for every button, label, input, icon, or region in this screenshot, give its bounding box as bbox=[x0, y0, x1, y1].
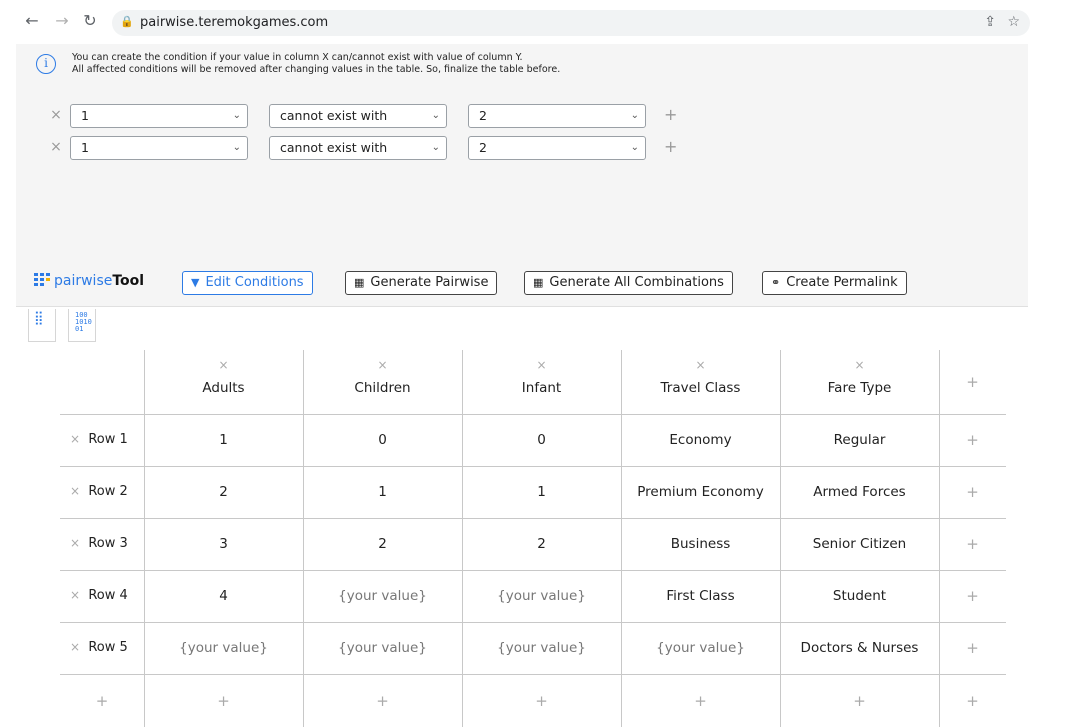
create-permalink-label: Create Permalink bbox=[786, 275, 898, 290]
generate-all-label: Generate All Combinations bbox=[549, 275, 724, 290]
generate-all-combinations-button[interactable] bbox=[524, 271, 733, 295]
remove-row-icon[interactable]: × bbox=[70, 536, 81, 550]
add-value-icon[interactable]: + bbox=[376, 692, 389, 710]
condition-left-value: 1 bbox=[81, 140, 89, 155]
condition-relation-value: cannot exist with bbox=[280, 108, 388, 123]
logo-part-2: Tool bbox=[112, 273, 145, 289]
chevron-down-icon: ⌄ bbox=[630, 142, 639, 153]
table-divider bbox=[60, 466, 1006, 467]
table-icon: ▦ bbox=[533, 276, 544, 289]
info-line-1: You can create the condition if your value in column X can/cannot exist with value of column Y. bbox=[72, 52, 523, 63]
remove-row-icon[interactable]: × bbox=[70, 432, 81, 446]
table-cell[interactable]: Senior Citizen bbox=[812, 536, 907, 552]
table-cell[interactable]: Business bbox=[670, 536, 731, 552]
remove-column-icon[interactable]: × bbox=[536, 358, 547, 372]
filter-icon: ▼ bbox=[191, 276, 200, 289]
condition-left-value: 1 bbox=[81, 108, 89, 123]
table-divider bbox=[60, 570, 1006, 571]
row-label bbox=[70, 640, 128, 655]
table-cell[interactable]: Student bbox=[832, 588, 887, 604]
remove-column-icon[interactable]: × bbox=[218, 358, 229, 372]
pairwise-tool-logo bbox=[34, 273, 144, 289]
toolbar-divider bbox=[16, 306, 1028, 307]
remove-row-icon[interactable]: × bbox=[70, 484, 81, 498]
add-condition-icon[interactable]: + bbox=[664, 105, 678, 124]
condition-relation-value: cannot exist with bbox=[280, 140, 388, 155]
back-arrow-icon[interactable]: ← bbox=[25, 11, 39, 30]
add-value-icon[interactable]: + bbox=[966, 692, 979, 710]
info-line-2: All affected conditions will be removed after changing values in the table. So, finalize the table before. bbox=[72, 64, 561, 75]
table-cell[interactable]: 1 bbox=[378, 484, 387, 500]
grid-logo-icon bbox=[34, 273, 50, 287]
add-value-icon[interactable]: + bbox=[966, 483, 979, 501]
column-header[interactable]: Infant bbox=[521, 380, 562, 396]
table-cell[interactable]: 2 bbox=[537, 536, 546, 552]
condition-relation-select[interactable] bbox=[269, 104, 447, 128]
add-value-icon[interactable]: + bbox=[217, 692, 230, 710]
table-cell-placeholder[interactable]: {your value} bbox=[497, 640, 586, 656]
bookmark-star-icon[interactable]: ☆ bbox=[1007, 14, 1020, 30]
table-cell[interactable]: 0 bbox=[537, 432, 546, 448]
table-cell[interactable]: Regular bbox=[833, 432, 886, 448]
reload-icon[interactable]: ↻ bbox=[83, 11, 97, 30]
table-cell-placeholder[interactable]: {your value} bbox=[656, 640, 745, 656]
share-icon[interactable]: ⇪ bbox=[984, 14, 996, 30]
add-value-icon[interactable]: + bbox=[966, 587, 979, 605]
remove-condition-icon[interactable]: × bbox=[50, 139, 62, 155]
link-icon: ⚭ bbox=[771, 276, 781, 289]
table-cell[interactable]: Armed Forces bbox=[813, 484, 906, 500]
table-cell[interactable]: 4 bbox=[219, 588, 228, 604]
table-cell[interactable]: Doctors & Nurses bbox=[800, 640, 919, 656]
row-label bbox=[70, 484, 128, 499]
add-value-icon[interactable]: + bbox=[853, 692, 866, 710]
condition-right-value: 2 bbox=[479, 108, 487, 123]
column-header[interactable]: Adults bbox=[202, 380, 245, 396]
table-cell-placeholder[interactable]: {your value} bbox=[497, 588, 586, 604]
lock-icon: 🔒 bbox=[120, 15, 134, 28]
table-cell-placeholder[interactable]: {your value} bbox=[179, 640, 268, 656]
chevron-down-icon: ⌄ bbox=[232, 110, 241, 121]
add-column-icon[interactable]: + bbox=[966, 373, 979, 391]
condition-right-select[interactable] bbox=[468, 104, 646, 128]
remove-column-icon[interactable]: × bbox=[854, 358, 865, 372]
add-condition-icon[interactable]: + bbox=[664, 137, 678, 156]
condition-right-select[interactable] bbox=[468, 136, 646, 160]
table-cell[interactable]: 1 bbox=[219, 432, 228, 448]
remove-column-icon[interactable]: × bbox=[695, 358, 706, 372]
chevron-down-icon: ⌄ bbox=[232, 142, 241, 153]
generate-pairwise-label: Generate Pairwise bbox=[370, 275, 489, 290]
column-header[interactable]: Children bbox=[354, 380, 411, 396]
row-label-text: Row 1 bbox=[88, 432, 128, 447]
remove-row-icon[interactable]: × bbox=[70, 640, 81, 654]
table-cell[interactable]: 2 bbox=[378, 536, 387, 552]
row-label bbox=[70, 432, 128, 447]
column-header[interactable]: Travel Class bbox=[660, 380, 741, 396]
condition-right-value: 2 bbox=[479, 140, 487, 155]
table-icon: ▦ bbox=[354, 276, 365, 289]
condition-row bbox=[48, 104, 728, 128]
grid-view-tab[interactable] bbox=[28, 309, 56, 342]
condition-relation-select[interactable] bbox=[269, 136, 447, 160]
table-cell[interactable]: 1 bbox=[537, 484, 546, 500]
info-message bbox=[72, 52, 560, 76]
row-label bbox=[70, 536, 128, 551]
table-divider bbox=[60, 518, 1006, 519]
generate-pairwise-button[interactable] bbox=[345, 271, 497, 295]
condition-left-select[interactable] bbox=[70, 136, 248, 160]
logo-part-1: pairwise bbox=[54, 273, 113, 289]
address-bar[interactable] bbox=[112, 10, 1030, 36]
row-label-text: Row 2 bbox=[88, 484, 128, 499]
table-divider bbox=[60, 414, 1006, 415]
table-cell-placeholder[interactable]: {your value} bbox=[338, 588, 427, 604]
add-row-icon[interactable]: + bbox=[95, 692, 109, 710]
forward-arrow-icon[interactable]: → bbox=[55, 11, 69, 30]
browser-toolbar bbox=[0, 0, 1080, 44]
chevron-down-icon: ⌄ bbox=[431, 110, 440, 121]
table-cell[interactable]: Premium Economy bbox=[637, 484, 764, 500]
add-value-icon[interactable]: + bbox=[966, 639, 979, 657]
chevron-down-icon: ⌄ bbox=[431, 142, 440, 153]
remove-row-icon[interactable]: × bbox=[70, 588, 81, 602]
add-value-icon[interactable]: + bbox=[966, 535, 979, 553]
binary-view-icon: 100 1010 01 bbox=[75, 311, 92, 333]
row-label bbox=[70, 588, 128, 603]
grid-view-icon: ⣿ bbox=[34, 311, 44, 326]
url-text: pairwise.teremokgames.com bbox=[140, 15, 329, 30]
table-cell[interactable]: First Class bbox=[666, 588, 735, 604]
remove-condition-icon[interactable]: × bbox=[50, 107, 62, 123]
row-label-text: Row 4 bbox=[88, 588, 128, 603]
column-header[interactable]: Fare Type bbox=[827, 380, 892, 396]
table-divider bbox=[60, 622, 1006, 623]
edit-conditions-button[interactable] bbox=[182, 271, 313, 295]
conditions-panel bbox=[16, 44, 1028, 306]
add-value-icon[interactable]: + bbox=[966, 431, 979, 449]
table-divider bbox=[60, 674, 1006, 675]
binary-view-tab[interactable] bbox=[68, 309, 96, 342]
table-cell[interactable]: 2 bbox=[219, 484, 228, 500]
edit-conditions-label: Edit Conditions bbox=[205, 275, 304, 290]
add-value-icon[interactable]: + bbox=[535, 692, 548, 710]
table-cell[interactable]: Economy bbox=[669, 432, 732, 448]
row-label-text: Row 3 bbox=[88, 536, 128, 551]
create-permalink-button[interactable] bbox=[762, 271, 907, 295]
info-icon: i bbox=[36, 54, 56, 74]
condition-left-select[interactable] bbox=[70, 104, 248, 128]
chevron-down-icon: ⌄ bbox=[630, 110, 639, 121]
table-cell[interactable]: 0 bbox=[378, 432, 387, 448]
remove-column-icon[interactable]: × bbox=[377, 358, 388, 372]
add-value-icon[interactable]: + bbox=[694, 692, 707, 710]
table-cell-placeholder[interactable]: {your value} bbox=[338, 640, 427, 656]
condition-row bbox=[48, 136, 728, 160]
row-label-text: Row 5 bbox=[88, 640, 128, 655]
table-cell[interactable]: 3 bbox=[219, 536, 228, 552]
